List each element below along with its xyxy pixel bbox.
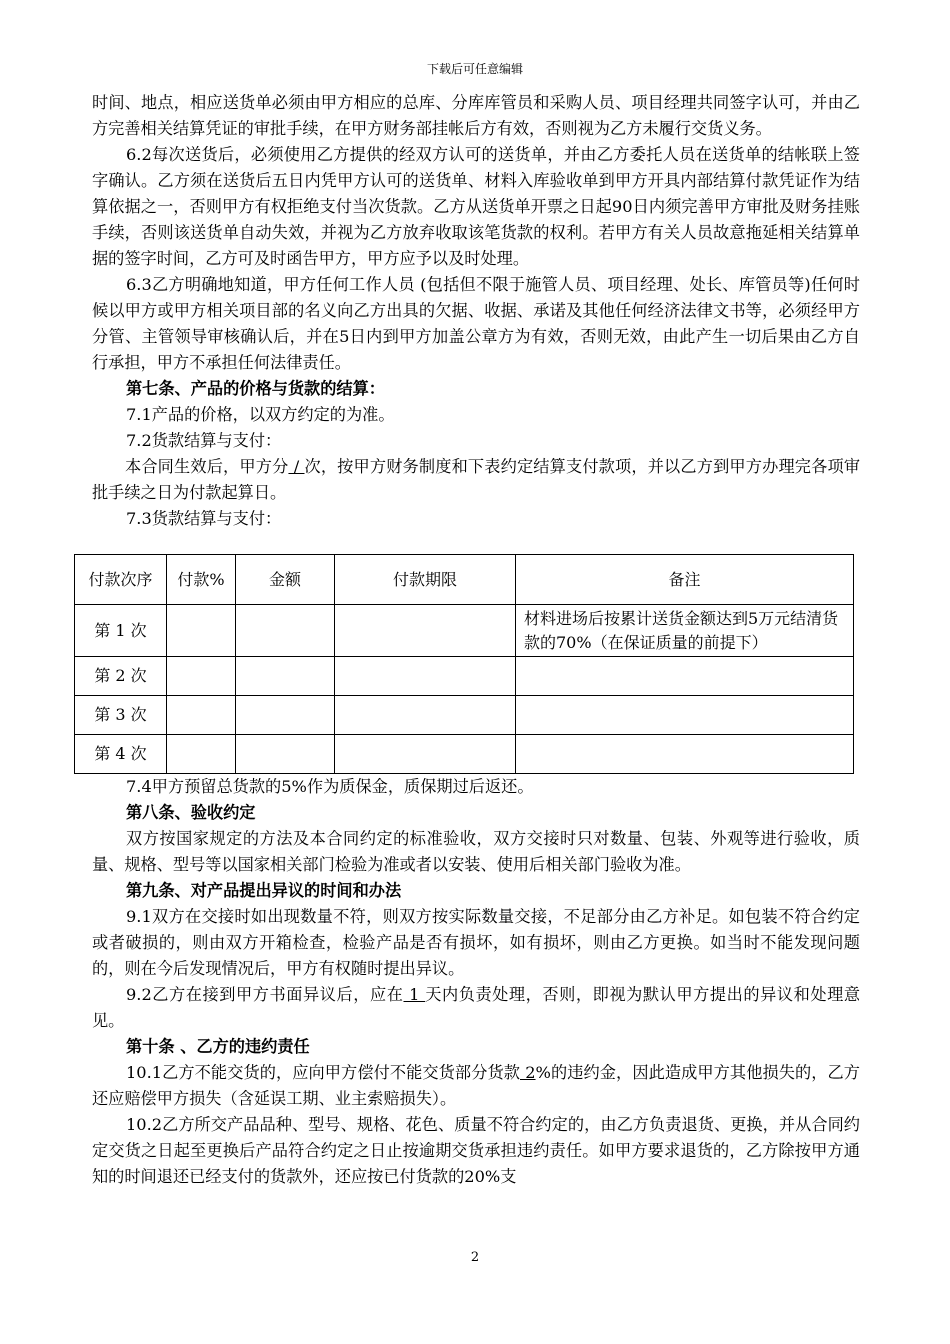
cell-deadline: [335, 696, 516, 735]
article-7-heading: 第七条、产品的价格与货款的结算：: [126, 379, 385, 398]
installment-count-blank: /: [288, 457, 305, 476]
document-body: [88, 90, 861, 1190]
cell-remarks: [516, 657, 854, 696]
article-8-body: 双方按国家规定的方法及本合同约定的标准验收，双方交接时只对数量、包装、外观等进行验收，质量、规格、型号等以国家相关部门检验为准或者以安装、使用后相关部门验收为准。: [92, 829, 860, 874]
cell-deadline: [335, 605, 516, 657]
cell-installment: 第 4 次: [75, 735, 167, 774]
article-9-heading: 第九条、对产品提出异议的时间和办法: [126, 881, 402, 900]
clause-7-2-body: [92, 454, 860, 506]
clause-7-3: 7.3货款结算与支付：: [126, 509, 282, 528]
cell-percent: [167, 605, 236, 657]
clause-9-2-text-b: 天内负责处理，否则，即视为默认甲方提出的异议和处理意见。: [92, 985, 861, 1030]
cell-deadline: [335, 657, 516, 696]
table-row: [75, 605, 854, 657]
clause-10-2: 10.2乙方所交产品品种、型号、规格、花色、质量不符合约定的，由乙方负责退货、更换，并从合同约定交货之日起至更换后产品符合约定之日止按逾期交货承担违约责任。如甲方要求退货的，乙方除按甲方通知的时间退还已经支付的货款外，还应按已付货款的20%支: [92, 1115, 860, 1186]
cell-amount: [236, 657, 335, 696]
cell-remarks: 材料进场后按累计送货金额达到5万元结清货款的70%（在保证质量的前提下）: [516, 605, 854, 657]
header-cell-amount: 金额: [236, 555, 335, 605]
clause-7-2: 7.2货款结算与支付：: [126, 431, 282, 450]
cell-remarks: [516, 735, 854, 774]
cell-installment: 第 3 次: [75, 696, 167, 735]
clause-9-2-text-a: 9.2乙方在接到甲方书面异议后，应在: [126, 985, 404, 1004]
clause-10-1-text-b: %的违约金，因此造成甲方其他损失的，乙方还应赔偿甲方损失（含延误工期、业主索赔损失）。: [92, 1063, 860, 1108]
penalty-percent-blank: 2: [520, 1063, 536, 1082]
payment-schedule-table: [74, 554, 854, 774]
cell-percent: [167, 657, 236, 696]
cell-amount: [236, 696, 335, 735]
clause-10-1: [92, 1060, 860, 1112]
cell-installment: 第 1 次: [75, 605, 167, 657]
cell-amount: [236, 735, 335, 774]
clause-6-2: 6.2每次送货后，必须使用乙方提供的经双方认可的送货单，并由乙方委托人员在送货单的结帐联上签字确认。乙方须在送货后五日内凭甲方认可的送货单、材料入库验收单到甲方开具内部结算付款凭证作为结算依据之一，否则甲方有权拒绝支付当次货款。乙方从送货单开票之日起90日内须完善甲方审批及财务挂账手续，否则该送货单自动失效，并视为乙方放弃收取该笔货款的权利。若甲方有关人员故意拖延相关结算单据的签字时间，乙方可及时函告甲方，甲方应予以及时处理。: [92, 145, 860, 268]
clause-7-2-text-a: 本合同生效后，甲方分: [125, 457, 289, 476]
page-number: 2: [470, 1250, 480, 1265]
clause-9-1: 9.1双方在交接时如出现数量不符，则双方按实际数量交接，不足部分由乙方补足。如包装不符合约定或者破损的，则由双方开箱检查，检验产品是否有损坏，如有损坏，则由乙方更换。如当时不能发现问题的，则在今后发现情况后，甲方有权随时提出异议。: [92, 907, 860, 978]
article-8-heading: 第八条、验收约定: [126, 803, 256, 822]
handling-days-blank: 1: [403, 985, 426, 1004]
clause-7-4: 7.4甲方预留总货款的5%作为质保金，质保期过后返还。: [126, 777, 534, 796]
header-cell-percent: 付款%: [167, 555, 236, 605]
cell-amount: [236, 605, 335, 657]
page-header: 下载后可任意编辑: [426, 62, 523, 76]
table-row: [75, 657, 854, 696]
paragraph-delivery-continued: 时间、地点，相应送货单必须由甲方相应的总库、分库库管员和采购人员、项目经理共同签字认可，并由乙方完善相关结算凭证的审批手续，在甲方财务部挂帐后方有效，否则视为乙方未履行交货义务。: [92, 93, 860, 138]
header-cell-remarks: 备注: [516, 555, 854, 605]
cell-installment: 第 2 次: [75, 657, 167, 696]
header-cell-installment: 付款次序: [75, 555, 167, 605]
clause-6-3: 6.3乙方明确地知道，甲方任何工作人员 (包括但不限于施管人员、项目经理、处长、库管员等)任何时候以甲方或甲方相关项目部的名义向乙方出具的欠据、收据、承诺及其他任何经济法律文书等，必须经甲方分管、主管领导审核确认后，并在5日内到甲方加盖公章方为有效，否则无效，由此产生一切后果由乙方自行承担，甲方不承担任何法律责任。: [92, 275, 860, 372]
table-header-row: [75, 555, 854, 605]
clause-10-1-text-a: 10.1乙方不能交货的，应向甲方偿付不能交货部分货款: [126, 1063, 520, 1082]
cell-percent: [167, 696, 236, 735]
clause-7-2-text-b: 次，按甲方财务制度和下表约定结算支付款项，并以乙方到甲方办理完各项审批手续之日为付款起算日。: [92, 457, 861, 502]
cell-deadline: [335, 735, 516, 774]
clause-9-2: [92, 982, 860, 1034]
table-row: [75, 735, 854, 774]
article-10-heading: 第十条 、乙方的违约责任: [126, 1037, 310, 1056]
cell-remarks: [516, 696, 854, 735]
clause-7-1: 7.1产品的价格，以双方约定的为准。: [126, 405, 395, 424]
header-cell-deadline: 付款期限: [335, 555, 516, 605]
table-row: [75, 696, 854, 735]
cell-percent: [167, 735, 236, 774]
